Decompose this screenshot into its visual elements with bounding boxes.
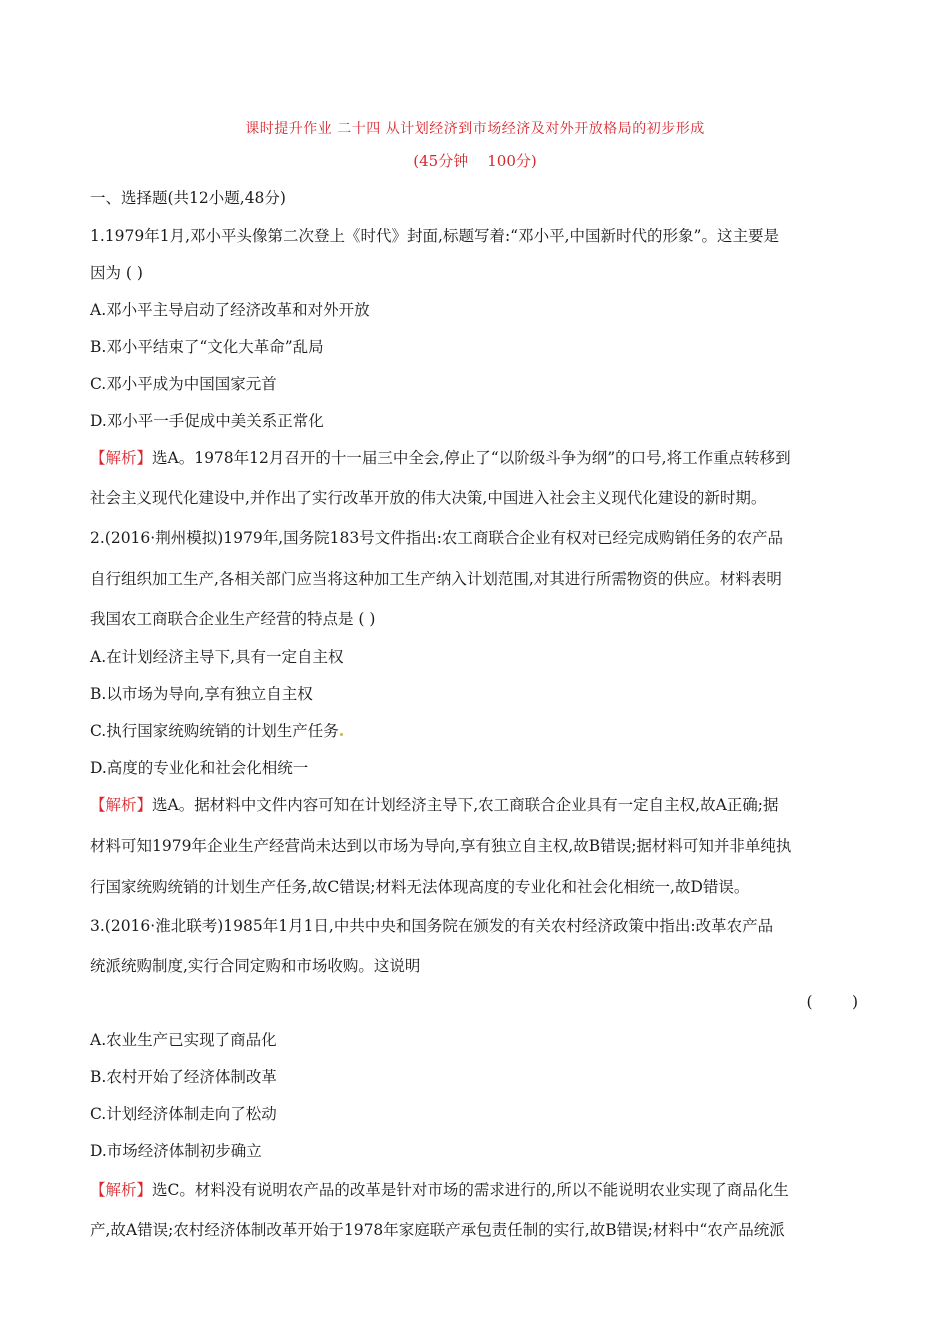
- question-1-option-a: A.邓小平主导启动了经济改革和对外开放: [90, 301, 370, 319]
- section-heading: 一、选择题(共12小题,48分): [90, 189, 286, 207]
- analysis-text: 选A。据材料中文件内容可知在计划经济主导下,农工商联合企业具有一定自主权,故A正确;据: [152, 796, 779, 814]
- question-2-analysis-line-3: 行国家统购统销的计划生产任务,故C错误;材料无法体现高度的专业化和社会化相统一,故D错误。: [90, 878, 750, 896]
- question-3-answer-bracket: ( ): [806, 993, 858, 1011]
- question-3-analysis-line-2: 产,故A错误;农村经济体制改革开始于1978年家庭联产承包责任制的实行,故B错误;材料中“农产品统派: [90, 1221, 785, 1239]
- question-2-option-c: [90, 721, 343, 741]
- question-3-stem-line-2: 统派统购制度,实行合同定购和市场收购。这说明: [90, 957, 421, 975]
- question-1-analysis-line-1: [90, 448, 791, 468]
- question-2-stem-line-1: 2.(2016·荆州模拟)1979年,国务院183号文件指出:农工商联合企业有权对已经完成购销任务的农产品: [90, 529, 783, 547]
- analysis-tag: 【解析】: [90, 1181, 153, 1199]
- question-2-analysis-line-2: 材料可知1979年企业生产经营尚未达到以市场为导向,享有独立自主权,故B错误;据材料可知并非单纯执: [90, 837, 792, 855]
- question-1-option-d: D.邓小平一手促成中美关系正常化: [90, 412, 324, 430]
- mark-dot: [340, 733, 343, 736]
- analysis-text: 选C。材料没有说明农产品的改革是针对市场的需求进行的,所以不能说明农业实现了商品化生: [152, 1181, 789, 1199]
- question-2-option-b: B.以市场为导向,享有独立自主权: [90, 685, 313, 703]
- question-2-stem-line-3: 我国农工商联合企业生产经营的特点是 ( ): [90, 610, 376, 628]
- question-3-stem-line-1: 3.(2016·淮北联考)1985年1月1日,中共中央和国务院在颁发的有关农村经济政策中指出:改革农产品: [90, 917, 774, 935]
- page-title: 课时提升作业 二十四 从计划经济到市场经济及对外开放格局的初步形成: [245, 121, 705, 137]
- analysis-tag: 【解析】: [90, 449, 153, 467]
- question-1-option-b: B.邓小平结束了“文化大革命”乱局: [90, 338, 324, 356]
- question-3-option-c: C.计划经济体制走向了松动: [90, 1105, 277, 1123]
- question-3-option-a: A.农业生产已实现了商品化: [90, 1031, 277, 1049]
- page-subtitle: (45分钟 100分): [413, 152, 537, 170]
- question-2-option-a: A.在计划经济主导下,具有一定自主权: [90, 648, 344, 666]
- analysis-tag: 【解析】: [90, 796, 153, 814]
- question-1-option-c: C.邓小平成为中国国家元首: [90, 375, 277, 393]
- question-3-option-b: B.农村开始了经济体制改革: [90, 1068, 277, 1086]
- question-1-stem-line-2: 因为 ( ): [90, 264, 143, 282]
- question-1-stem-line-1: 1.1979年1月,邓小平头像第二次登上《时代》封面,标题写着:“邓小平,中国新时代的形象”。这主要是: [90, 227, 779, 245]
- analysis-text: 选A。1978年12月召开的十一届三中全会,停止了“以阶级斗争为纲”的口号,将工作重点转移到: [152, 449, 791, 467]
- option-text: C.执行国家统购统销的计划生产任务: [90, 722, 339, 740]
- question-2-stem-line-2: 自行组织加工生产,各相关部门应当将这种加工生产纳入计划范围,对其进行所需物资的供应。材料表明: [90, 570, 782, 588]
- question-1-analysis-line-2: 社会主义现代化建设中,并作出了实行改革开放的伟大决策,中国进入社会主义现代化建设的新时期。: [90, 489, 767, 507]
- question-3-option-d: D.市场经济体制初步确立: [90, 1142, 262, 1160]
- question-2-option-d: D.高度的专业化和社会化相统一: [90, 759, 309, 777]
- question-3-analysis-line-1: [90, 1180, 789, 1200]
- question-2-analysis-line-1: [90, 795, 778, 815]
